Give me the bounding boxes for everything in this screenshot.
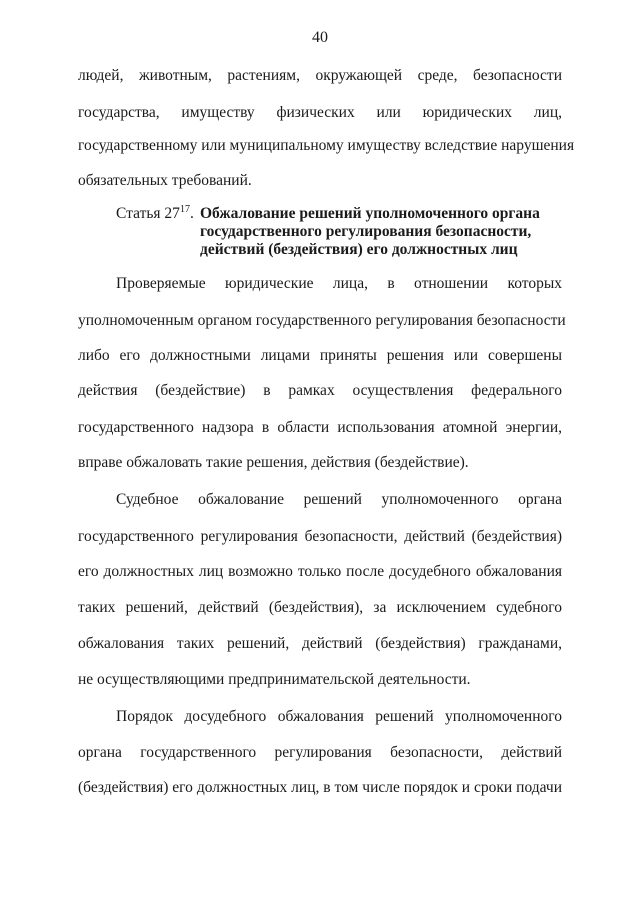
article-label-prefix: Статья 27 — [116, 205, 180, 222]
article-title-line: действий (бездействия) его должностных лиц — [200, 241, 518, 258]
text-line: государственного надзора в области использования атомной энергии, — [78, 419, 562, 436]
text-line: органа государственного регулирования безопасности, действий — [78, 744, 562, 761]
text-line: таких решений, действий (бездействия), за исключением судебного — [78, 599, 562, 616]
text-line: действия (бездействие) в рамках осуществления федерального — [78, 382, 562, 399]
text-line: государственному или муниципальному имуществу вследствие нарушения — [78, 137, 575, 154]
text-line: государственного регулирования безопасности, действий (бездействия) — [78, 528, 562, 545]
text-line: государства, имуществу физических или юридических лиц, — [78, 104, 562, 121]
text-line: либо его должностными лицами приняты решения или совершены — [78, 347, 562, 364]
article-label-suffix: . — [189, 205, 194, 222]
text-line: Порядок досудебного обжалования решений уполномоченного — [116, 708, 562, 725]
page-number: 40 — [312, 29, 328, 46]
text-line: Судебное обжалование решений уполномоченного органа — [116, 491, 562, 508]
text-line: Проверяемые юридические лица, в отношении которых — [116, 275, 562, 292]
article-label — [116, 204, 194, 224]
text-line: (бездействия) его должностных лиц, в том числе порядок и сроки подачи — [78, 779, 562, 796]
text-line: не осуществляющими предпринимательской деятельности. — [78, 671, 471, 688]
text-line: людей, животным, растениям, окружающей среде, безопасности — [78, 67, 562, 84]
text-line: его должностных лиц возможно только после досудебного обжалования — [78, 563, 562, 580]
text-line: обязательных требований. — [78, 172, 252, 189]
text-line: обжалования таких решений, действий (бездействия) гражданами, — [78, 635, 562, 652]
text-line: уполномоченным органом государственного регулирования безопасности — [78, 312, 566, 329]
text-line: вправе обжаловать такие решения, действия (бездействие). — [78, 454, 469, 471]
article-label-superscript: 17 — [179, 203, 190, 215]
article-title-line: Обжалование решений уполномоченного органа — [200, 205, 540, 222]
article-title-line: государственного регулирования безопасности, — [200, 223, 532, 240]
